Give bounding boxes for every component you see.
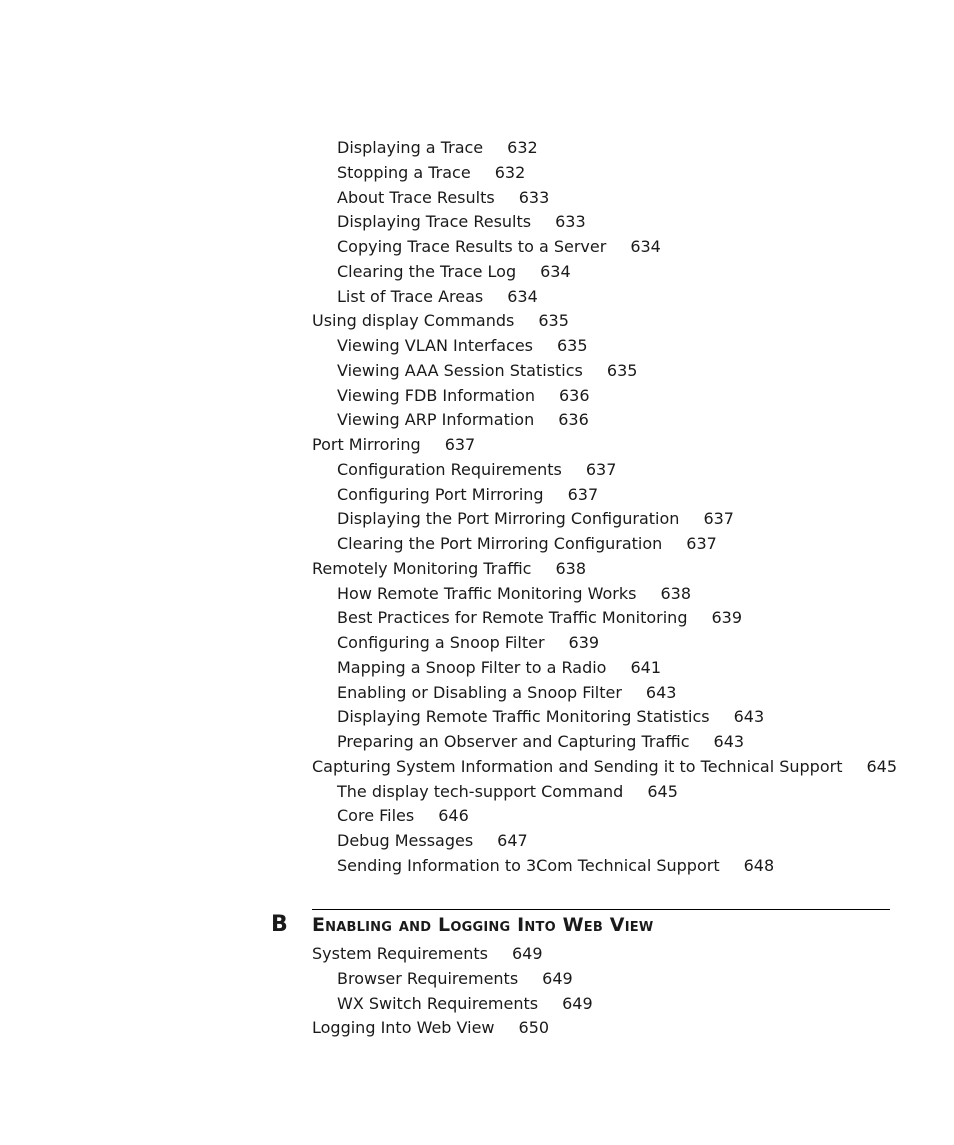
toc-entry-page-number: 649 (562, 993, 593, 1013)
toc-entry-title: Browser Requirements (337, 968, 519, 988)
toc-entry-title: Core Files (337, 806, 415, 826)
toc-entry[interactable] (0, 186, 954, 211)
toc-entry-title: Remotely Monitoring Traffic (312, 558, 532, 578)
toc-entry-page-number: 635 (606, 360, 638, 380)
toc-entry-page-number: 637 (686, 534, 717, 553)
toc-entry-page-number: 635 (538, 311, 569, 331)
toc-entry[interactable] (0, 433, 954, 458)
appendix-heading (0, 906, 954, 940)
appendix-letter: B (271, 912, 288, 937)
toc-entry-page-number: 643 (645, 682, 677, 702)
toc-entry[interactable] (0, 532, 954, 557)
toc-entry-title: Viewing FDB Information (337, 385, 535, 405)
toc-entry[interactable] (0, 557, 954, 582)
toc-entry-page-number: 639 (568, 633, 600, 652)
toc-entry-title: Using display Commands (312, 311, 515, 331)
toc-entry[interactable] (0, 235, 954, 260)
toc-entry[interactable] (0, 804, 954, 829)
toc-entry-page-number: 637 (703, 509, 734, 529)
toc-entry-page-number: 645 (866, 756, 898, 776)
toc-entry-title: Configuring Port Mirroring (337, 484, 544, 504)
toc-entry-page-number: 636 (559, 385, 590, 405)
toc-entry[interactable] (0, 136, 954, 161)
appendix-title: Enabling and Logging Into Web View (312, 914, 654, 936)
toc-entry[interactable] (0, 483, 954, 508)
toc-entry-title: Preparing an Observer and Capturing Traffic (337, 732, 690, 751)
toc-entry-title: Clearing the Port Mirroring Configuration (337, 534, 663, 553)
toc-entry-title: Viewing VLAN Interfaces (337, 336, 533, 355)
toc-entry[interactable] (0, 260, 954, 285)
toc-entry-page-number: 637 (567, 484, 599, 504)
toc-entry-title: Enabling or Disabling a Snoop Filter (337, 682, 622, 702)
toc-entry-title: Displaying Trace Results (337, 212, 532, 232)
toc-entry-title: Port Mirroring (312, 435, 421, 454)
toc-entry-title: Capturing System Information and Sending it to Technical Support (312, 756, 843, 776)
toc-entry-page-number: 648 (743, 855, 775, 875)
toc-entry[interactable] (0, 606, 954, 631)
toc-entry-title: WX Switch Requirements (337, 993, 539, 1013)
toc-entry-title: List of Trace Areas (337, 286, 484, 306)
toc-entry-page-number: 647 (497, 831, 528, 850)
toc-entry-title: Displaying Remote Traffic Monitoring Statistics (337, 707, 710, 727)
toc-entry-title: Copying Trace Results to a Server (337, 237, 607, 256)
toc-entry-title: How Remote Traffic Monitoring Works (337, 583, 637, 603)
toc-list-top (0, 136, 954, 879)
toc-entry-title: The display tech-support Command (337, 781, 624, 801)
toc-entry-title: About Trace Results (337, 187, 495, 207)
toc-entry-page-number: 643 (713, 732, 745, 751)
toc-entry-page-number: 633 (518, 187, 550, 207)
toc-entry-page-number: 633 (555, 212, 586, 232)
toc-entry-title: Viewing ARP Information (337, 410, 535, 430)
toc-entry[interactable] (0, 161, 954, 186)
toc-entry[interactable] (0, 582, 954, 607)
toc-entry[interactable] (0, 458, 954, 483)
toc-entry[interactable] (0, 1016, 954, 1041)
toc-entry-title: Configuration Requirements (337, 459, 562, 479)
toc-entry[interactable] (0, 681, 954, 706)
toc-entry[interactable] (0, 705, 954, 730)
toc-entry-page-number: 634 (630, 237, 661, 256)
toc-entry-page-number: 632 (494, 162, 526, 182)
toc-entry[interactable] (0, 942, 954, 967)
toc-entry-page-number: 634 (540, 261, 571, 281)
toc-entry-title: Viewing AAA Session Statistics (337, 360, 583, 380)
toc-entry-page-number: 635 (557, 336, 588, 355)
toc-entry[interactable] (0, 384, 954, 409)
toc-entry-title: Clearing the Trace Log (337, 261, 517, 281)
toc-entry[interactable] (0, 780, 954, 805)
toc-entry[interactable] (0, 730, 954, 755)
toc-entry[interactable] (0, 967, 954, 992)
toc-entry-page-number: 645 (647, 781, 678, 801)
toc-entry-title: Stopping a Trace (337, 162, 471, 182)
toc-entry[interactable] (0, 408, 954, 433)
toc-entry-title: Displaying a Trace (337, 138, 484, 157)
toc-entry-title: Logging Into Web View (312, 1018, 495, 1038)
toc-entry-page-number: 636 (558, 410, 589, 430)
toc-entry-title: Mapping a Snoop Filter to a Radio (337, 657, 607, 677)
toc-entry[interactable] (0, 210, 954, 235)
toc-entry[interactable] (0, 829, 954, 854)
toc-entry-title: Configuring a Snoop Filter (337, 633, 545, 652)
toc-entry[interactable] (0, 631, 954, 656)
toc-entry-title: System Requirements (312, 944, 488, 963)
toc-entry[interactable] (0, 309, 954, 334)
toc-entry[interactable] (0, 656, 954, 681)
toc-entry-page-number: 643 (733, 707, 765, 727)
toc-entry-page-number: 649 (542, 968, 573, 988)
toc-entry-page-number: 638 (660, 583, 692, 603)
toc-entry[interactable] (0, 507, 954, 532)
toc-entry[interactable] (0, 359, 954, 384)
toc-entry-page-number: 632 (507, 138, 538, 157)
toc-entry-page-number: 637 (585, 459, 617, 479)
toc-entry-title: Sending Information to 3Com Technical Support (337, 855, 720, 875)
toc-entry-title: Debug Messages (337, 831, 474, 850)
toc-entry-page-number: 641 (630, 657, 662, 677)
toc-entry-page-number: 646 (438, 806, 469, 826)
toc-entry-page-number: 650 (518, 1018, 550, 1038)
toc-entry-page-number: 649 (511, 944, 543, 963)
toc-entry[interactable] (0, 992, 954, 1017)
toc-entry[interactable] (0, 285, 954, 310)
toc-entry-page-number: 639 (711, 608, 743, 628)
toc-entry[interactable] (0, 854, 954, 879)
toc-entry-title: Best Practices for Remote Traffic Monitoring (337, 608, 688, 628)
toc-entry[interactable] (0, 334, 954, 359)
toc-list-bottom (0, 942, 954, 1041)
toc-entry[interactable] (0, 755, 954, 780)
toc-entry-page-number: 637 (444, 435, 476, 454)
toc-entry-page-number: 638 (555, 558, 586, 578)
toc-entry-page-number: 634 (507, 286, 538, 306)
toc-entry-title: Displaying the Port Mirroring Configuration (337, 509, 680, 529)
